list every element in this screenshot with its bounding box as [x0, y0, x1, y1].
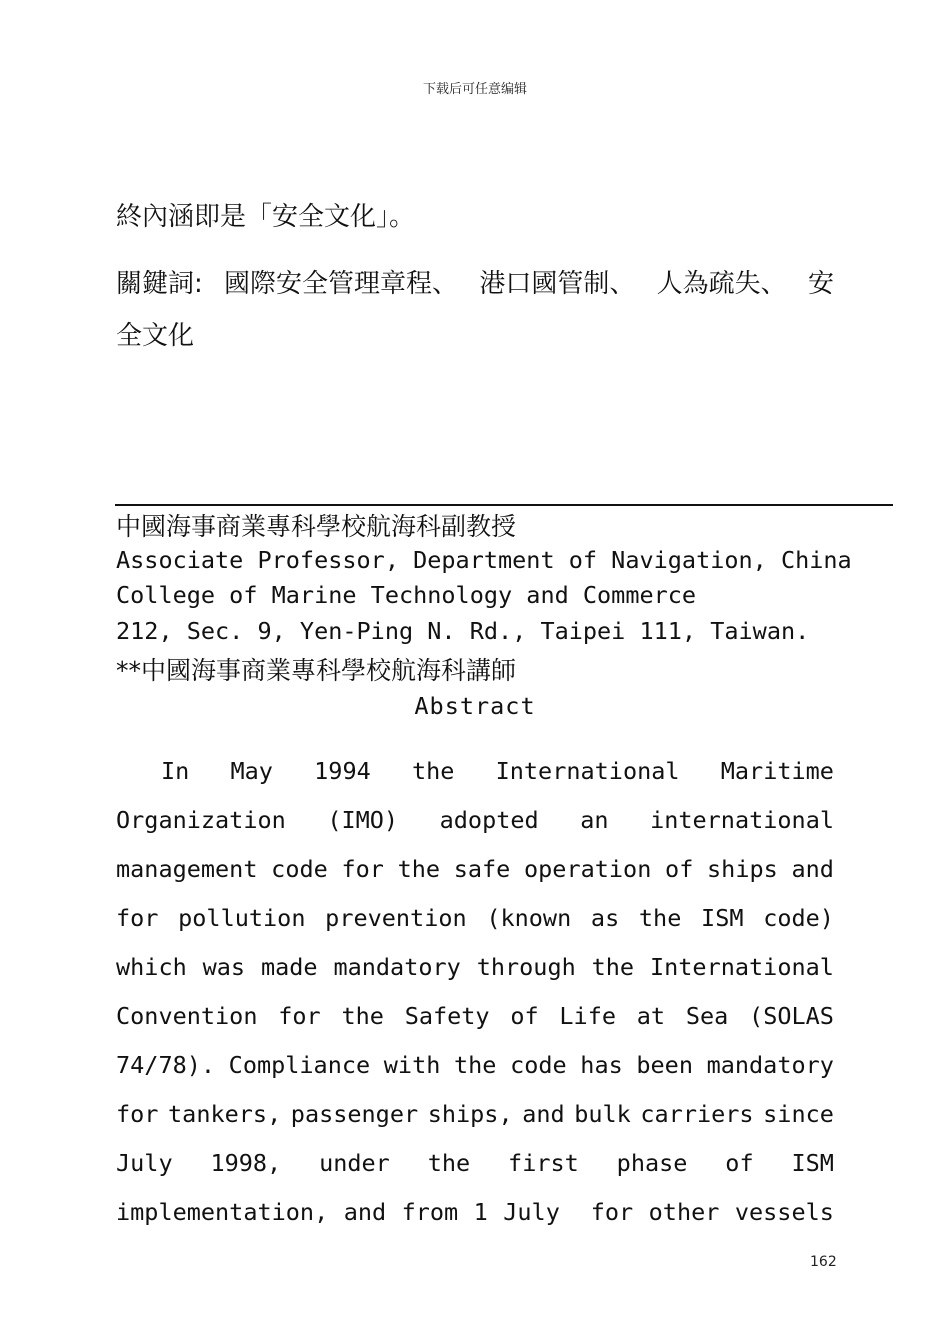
- abstract-word: 1994: [314, 757, 371, 785]
- footnote-english-line-3: 212, Sec. 9, Yen-Ping N. Rd., Taipei 111, Taiwan.: [116, 617, 810, 645]
- abstract-word: International: [495, 757, 680, 785]
- abstract-word: prevention: [325, 904, 467, 932]
- abstract-word: of: [510, 1002, 539, 1030]
- abstract-word: phase: [616, 1149, 688, 1177]
- footnote-affiliation-1: 中國海事商業專科學校航海科副教授: [116, 512, 517, 541]
- abstract-line: [116, 1041, 834, 1090]
- abstract-word: Sea: [685, 1002, 729, 1030]
- abstract-word: International: [649, 953, 834, 981]
- abstract-line: [116, 845, 834, 894]
- keywords-label: 關鍵詞:: [116, 269, 203, 299]
- abstract-word: tankers,: [168, 1100, 282, 1128]
- abstract-word: Organization: [116, 806, 286, 834]
- abstract-word: and: [791, 855, 834, 883]
- abstract-word: ships,: [427, 1100, 513, 1128]
- abstract-word: carriers: [640, 1100, 754, 1128]
- abstract-word: May: [230, 757, 273, 785]
- keywords-line-1: [116, 258, 834, 310]
- abstract-word: ships: [707, 855, 778, 883]
- abstract-word: 74/78).: [116, 1051, 216, 1079]
- abstract-word: the: [454, 1051, 497, 1079]
- abstract-line: [116, 894, 834, 943]
- footnote-divider: [115, 504, 893, 506]
- abstract-word: for: [341, 855, 384, 883]
- abstract-line: [116, 992, 834, 1041]
- abstract-word: at: [636, 1002, 666, 1030]
- abstract-word: Maritime: [720, 757, 834, 785]
- abstract-word: July: [116, 1149, 173, 1177]
- abstract-word: other: [648, 1198, 720, 1226]
- abstract-word: July: [503, 1198, 560, 1226]
- abstract-word: under: [319, 1149, 390, 1177]
- abstract-word: the: [427, 1149, 471, 1177]
- abstract-word: mandatory: [706, 1051, 834, 1079]
- abstract-word: vessels: [734, 1198, 834, 1226]
- abstract-word: of: [665, 855, 694, 883]
- keyword: 人為疏失、: [656, 269, 787, 299]
- abstract-word: 1998,: [210, 1149, 282, 1177]
- keywords: [116, 258, 841, 362]
- closing-line: 終內涵即是「安全文化」。: [116, 202, 416, 232]
- abstract-body: [116, 747, 834, 1237]
- abstract-word: adopted: [439, 806, 539, 834]
- abstract-word: Convention: [116, 1002, 258, 1030]
- abstract-word: Compliance: [228, 1051, 371, 1079]
- abstract-word: safe: [453, 855, 511, 883]
- abstract-word: was: [202, 953, 246, 981]
- footnote-affiliation-2: **中國海事商業專科學校航海科講師: [116, 656, 517, 685]
- abstract-word: code: [271, 855, 328, 883]
- abstract-word: the: [341, 1002, 384, 1030]
- abstract-word: Life: [559, 1002, 616, 1030]
- abstract-word: the: [591, 953, 635, 981]
- abstract-line: [116, 1188, 834, 1237]
- abstract-word: has: [580, 1051, 623, 1079]
- abstract-word: for: [116, 904, 159, 932]
- abstract-word: code): [763, 904, 834, 932]
- abstract-word: mandatory: [333, 953, 461, 981]
- abstract-word: been: [636, 1051, 693, 1079]
- abstract-word: bulk: [574, 1100, 631, 1128]
- abstract-word: In: [161, 757, 190, 785]
- abstract-word: (IMO): [327, 806, 399, 834]
- abstract-word: and: [522, 1100, 565, 1128]
- page-number: 162: [810, 1254, 837, 1270]
- abstract-word: from: [401, 1198, 459, 1226]
- keyword: 國際安全管理章程、: [224, 269, 459, 299]
- abstract-word: the: [397, 855, 441, 883]
- abstract-word: pollution: [178, 904, 306, 932]
- abstract-line: [116, 1090, 834, 1139]
- abstract-word: as: [590, 904, 620, 932]
- keyword: 安: [807, 269, 834, 299]
- abstract-word: international: [650, 806, 834, 834]
- abstract-word: operation: [524, 855, 652, 883]
- keyword: 港口國管制、: [479, 269, 636, 299]
- abstract-line: [116, 1139, 834, 1188]
- abstract-word: implementation,: [116, 1198, 329, 1226]
- abstract-word: of: [725, 1149, 754, 1177]
- abstract-word: ISM: [791, 1149, 834, 1177]
- footnote-english-line-1: Associate Professor, Department of Navigation, China: [116, 546, 852, 574]
- abstract-word: the: [411, 757, 455, 785]
- abstract-word: for: [278, 1002, 321, 1030]
- abstract-line: [116, 943, 834, 992]
- abstract-word: management: [116, 855, 258, 883]
- abstract-word: first: [508, 1149, 579, 1177]
- abstract-line: [116, 796, 834, 845]
- footnote-english-line-2: College of Marine Technology and Commerce: [116, 581, 697, 609]
- abstract-word: an: [580, 806, 609, 834]
- abstract-word: which: [116, 953, 187, 981]
- abstract-word: with: [383, 1051, 441, 1079]
- abstract-word: since: [763, 1100, 834, 1128]
- abstract-word: made: [260, 953, 318, 981]
- abstract-word: code: [510, 1051, 567, 1079]
- abstract-word: for: [116, 1100, 159, 1128]
- abstract-word: for: [590, 1198, 634, 1226]
- keywords-line-2: 全文化: [116, 321, 195, 351]
- page-header: 下载后可任意编辑: [422, 82, 527, 97]
- abstract-word: Safety: [404, 1002, 490, 1030]
- abstract-title: Abstract: [414, 692, 536, 720]
- abstract-word: passenger: [290, 1100, 419, 1128]
- abstract-word: ISM: [701, 904, 744, 932]
- abstract-word: the: [638, 904, 682, 932]
- abstract-word: and: [343, 1198, 387, 1226]
- abstract-word: 1: [473, 1198, 488, 1226]
- abstract-word: (known: [486, 904, 572, 932]
- abstract-line: [116, 747, 834, 796]
- abstract-word: (SOLAS: [749, 1002, 834, 1030]
- abstract-word: through: [476, 953, 576, 981]
